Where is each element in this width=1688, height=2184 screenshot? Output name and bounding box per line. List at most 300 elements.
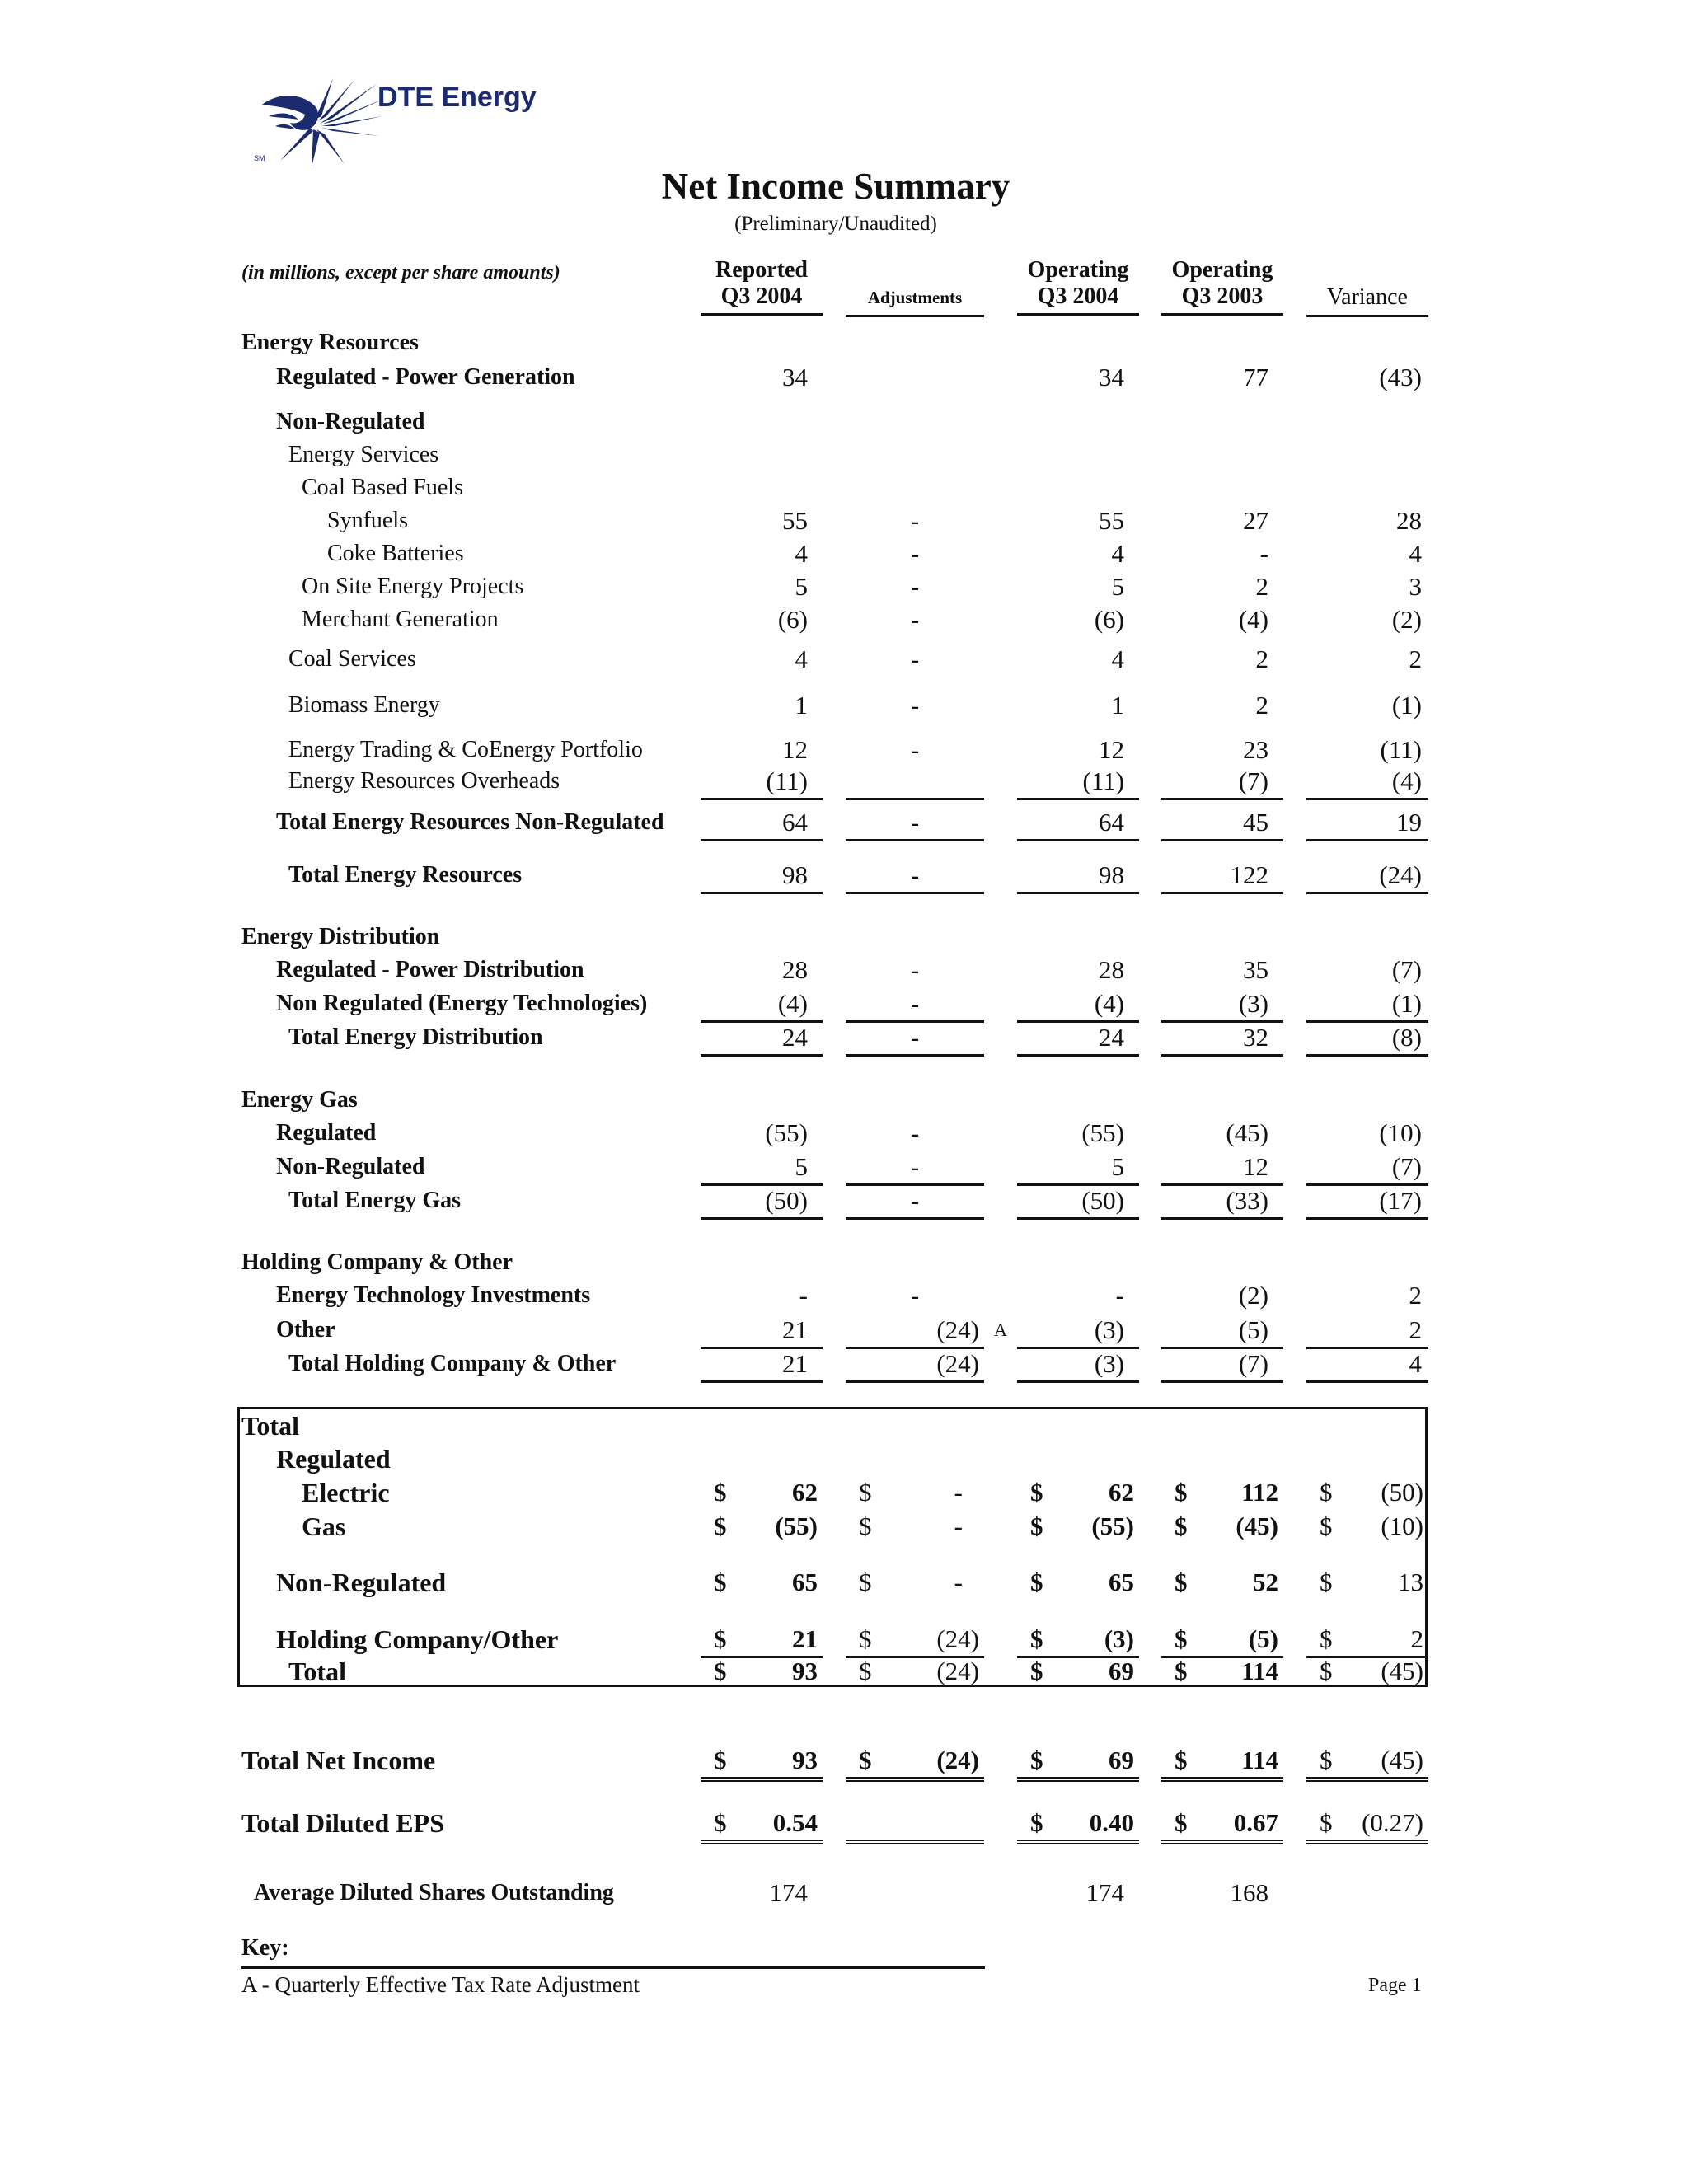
cell-col-5 [1306, 1347, 1428, 1383]
cell-value: 62 [1109, 1478, 1134, 1507]
cell-col-4 [1161, 1117, 1283, 1150]
cell-col-5 [1306, 1566, 1428, 1599]
cell-col-4 [1161, 765, 1283, 800]
cell-value: 0.67 [1233, 1808, 1278, 1837]
cell-col-3 [1017, 954, 1139, 987]
cell-col-5 [1306, 806, 1428, 841]
table-row-energy-services [0, 438, 1688, 471]
currency-symbol: $ [1030, 1746, 1043, 1774]
cell-value: (43) [1379, 363, 1422, 391]
cell-col-5 [1306, 1184, 1428, 1220]
cell-col-4 [1161, 859, 1283, 894]
cell-col-3 [1017, 1314, 1139, 1349]
table-row-tb-holding [0, 1623, 1688, 1656]
section-label: Holding Company & Other [241, 1249, 513, 1275]
cell-col-2 [846, 1566, 984, 1599]
row-label: Total Energy Distribution [288, 1024, 543, 1050]
section-label: Total [241, 1411, 299, 1441]
row-label: Regulated [276, 1444, 391, 1474]
service-mark: SM [254, 154, 265, 162]
cell-value: (24) [936, 1315, 979, 1344]
cell-col-1 [701, 1151, 823, 1186]
cell-value: (4) [1391, 766, 1422, 795]
cell-value: (7) [1391, 1152, 1422, 1181]
cell-value: - [910, 605, 920, 634]
row-label: Coal Services [288, 646, 416, 672]
table-row-reg-power-gen [0, 361, 1688, 394]
cell-value: (55) [1081, 1118, 1124, 1147]
cell-value: - [910, 691, 920, 719]
cell-col-3 [1017, 1476, 1139, 1509]
cell-col-1 [701, 1655, 823, 1688]
cell-col-1 [701, 1877, 823, 1910]
table-row-eps [0, 1807, 1688, 1840]
cell-col-4 [1161, 361, 1283, 394]
col-header-line2: Q3 2003 [1181, 284, 1264, 309]
row-label: Non-Regulated [276, 409, 425, 434]
cell-value: 5 [795, 572, 808, 601]
row-label: Average Diluted Shares Outstanding [254, 1880, 614, 1905]
cell-col-1 [701, 733, 823, 766]
cell-col-2 [846, 1510, 984, 1543]
table-row-tb-nonreg [0, 1566, 1688, 1599]
row-label: Gas [302, 1511, 346, 1541]
section-energy-distribution [0, 921, 1688, 954]
cell-col-4 [1161, 504, 1283, 537]
cell-value: 64 [782, 808, 808, 837]
cell-value: 98 [782, 860, 808, 889]
cell-col-1 [701, 987, 823, 1023]
currency-symbol: $ [1175, 1808, 1188, 1837]
cell-col-3 [1017, 643, 1139, 676]
row-label: Energy Services [288, 442, 439, 467]
cell-col-4 [1161, 1623, 1283, 1658]
cell-col-4 [1161, 1655, 1283, 1688]
cell-col-5 [1306, 1623, 1428, 1658]
col-header-line1: Operating [1171, 257, 1273, 283]
table-row-net-income [0, 1744, 1688, 1777]
currency-symbol: $ [1175, 1624, 1188, 1653]
cell-value: (4) [1238, 605, 1268, 634]
cell-col-3 [1017, 537, 1139, 570]
table-row-reg-power-dist [0, 954, 1688, 987]
col-header-line2: Q3 2004 [1037, 284, 1119, 309]
page-number: Page 1 [1368, 1975, 1422, 1996]
cell-col-4 [1161, 689, 1283, 722]
cell-col-1 [701, 1347, 823, 1383]
currency-symbol: $ [1030, 1808, 1043, 1837]
cell-col-3 [1017, 570, 1139, 603]
cell-col-2 [846, 689, 984, 722]
cell-value: 122 [1230, 860, 1268, 889]
cell-value: 55 [782, 506, 808, 535]
cell-value: 0.54 [772, 1808, 818, 1837]
cell-col-4 [1161, 1184, 1283, 1220]
cell-col-2 [846, 1655, 984, 1688]
cell-col-2 [846, 1807, 984, 1844]
currency-symbol: $ [1175, 1568, 1188, 1596]
cell-value: (8) [1391, 1023, 1422, 1052]
cell-value: (50) [765, 1186, 808, 1215]
cell-col-3 [1017, 1184, 1139, 1220]
cell-value: 52 [1253, 1568, 1278, 1596]
cell-col-2 [846, 1623, 984, 1658]
cell-value: - [910, 644, 920, 673]
currency-symbol: $ [859, 1478, 872, 1507]
page-title: Net Income Summary [661, 166, 1010, 207]
cell-value: 28 [782, 955, 808, 984]
currency-symbol: $ [714, 1657, 727, 1685]
currency-symbol: $ [714, 1808, 727, 1837]
row-label: Non Regulated (Energy Technologies) [276, 991, 648, 1016]
currency-symbol: $ [1175, 1746, 1188, 1774]
cell-value: (6) [777, 605, 808, 634]
cell-value: (7) [1238, 1349, 1268, 1378]
cell-value: 174 [1085, 1878, 1124, 1907]
cell-value: - [954, 1568, 963, 1596]
table-row-coke-batteries [0, 537, 1688, 570]
cell-value: (24) [936, 1624, 979, 1653]
cell-value: - [1259, 539, 1268, 568]
cell-value: (5) [1238, 1315, 1268, 1344]
cell-value: - [910, 860, 920, 889]
cell-value: (45) [1236, 1511, 1278, 1540]
cell-value: 21 [782, 1315, 808, 1344]
currency-symbol: $ [859, 1746, 872, 1774]
cell-value: 4 [795, 539, 808, 568]
cell-col-4 [1161, 603, 1283, 636]
cell-value: - [954, 1478, 963, 1507]
cell-value: 35 [1243, 955, 1268, 984]
cell-col-5 [1306, 643, 1428, 676]
cell-value: 62 [792, 1478, 818, 1507]
currency-symbol: $ [1320, 1746, 1333, 1774]
cell-value: 3 [1409, 572, 1422, 601]
table-row-total-gas [0, 1184, 1688, 1217]
cell-value: (10) [1381, 1511, 1423, 1540]
cell-value: 2 [1255, 572, 1268, 601]
cell-value: - [910, 955, 920, 984]
cell-value: (3) [1094, 1315, 1124, 1344]
section-energy-resources [0, 326, 1688, 359]
table-row-gas-nonreg [0, 1151, 1688, 1183]
cell-col-5 [1306, 1314, 1428, 1349]
cell-value: (24) [936, 1349, 979, 1378]
table-row-total-er [0, 859, 1688, 892]
currency-symbol: $ [859, 1657, 872, 1685]
cell-value: (4) [1094, 989, 1124, 1018]
cell-col-3 [1017, 1347, 1139, 1383]
cell-col-1 [701, 1314, 823, 1349]
cell-col-2 [846, 1184, 984, 1220]
section-holding-company [0, 1246, 1688, 1279]
cell-col-3 [1017, 1623, 1139, 1658]
cell-col-3 [1017, 1566, 1139, 1599]
cell-col-2 [846, 537, 984, 570]
cell-col-4 [1161, 1476, 1283, 1509]
table-row-on-site [0, 570, 1688, 603]
cell-col-5 [1306, 1279, 1428, 1312]
cell-col-5 [1306, 1744, 1428, 1782]
table-row-coal-services [0, 643, 1688, 676]
currency-symbol: $ [1320, 1568, 1333, 1596]
cell-col-1 [701, 361, 823, 394]
cell-value: 168 [1230, 1878, 1268, 1907]
currency-symbol: $ [1175, 1478, 1188, 1507]
cell-value: 65 [1109, 1568, 1134, 1596]
cell-value: - [954, 1511, 963, 1540]
cell-value: 174 [769, 1878, 808, 1907]
cell-col-5 [1306, 1510, 1428, 1543]
cell-value: 114 [1241, 1746, 1278, 1774]
cell-value: (7) [1391, 955, 1422, 984]
cell-col-4 [1161, 733, 1283, 766]
section-energy-gas [0, 1084, 1688, 1117]
cell-value: - [910, 539, 920, 568]
cell-col-5 [1306, 1476, 1428, 1509]
cell-col-5 [1306, 537, 1428, 570]
cell-value: - [910, 1118, 920, 1147]
cell-col-3 [1017, 1807, 1139, 1844]
cell-col-2 [846, 1476, 984, 1509]
currency-symbol: $ [1320, 1511, 1333, 1540]
cell-col-2 [846, 1877, 984, 1910]
currency-symbol: $ [1030, 1624, 1043, 1653]
cell-col-3 [1017, 1655, 1139, 1688]
cell-value: 45 [1243, 808, 1268, 837]
cell-col-5 [1306, 954, 1428, 987]
currency-symbol: $ [1030, 1657, 1043, 1685]
cell-value: 4 [1409, 539, 1422, 568]
currency-symbol: $ [714, 1478, 727, 1507]
cell-value: 93 [792, 1746, 818, 1774]
cell-value: 93 [792, 1657, 818, 1685]
cell-col-2 [846, 954, 984, 987]
row-label: Other [276, 1317, 335, 1343]
table-row-nonreg-tech [0, 987, 1688, 1020]
cell-value: - [910, 1186, 920, 1215]
cell-value: (45) [1381, 1657, 1423, 1685]
cell-col-5 [1306, 733, 1428, 766]
cell-value: (55) [775, 1511, 818, 1540]
cell-value: 1 [1111, 691, 1124, 719]
cell-value: (17) [1379, 1186, 1422, 1215]
table-row-tb-electric [0, 1476, 1688, 1509]
row-label: On Site Energy Projects [302, 574, 524, 599]
page-subtitle: (Preliminary/Unaudited) [734, 213, 937, 235]
cell-col-4 [1161, 954, 1283, 987]
row-label: Regulated - Power Generation [276, 364, 575, 390]
row-label: Total Energy Resources [288, 862, 523, 888]
table-row-other [0, 1314, 1688, 1347]
cell-col-1 [701, 806, 823, 841]
cell-col-2 [846, 603, 984, 636]
cell-col-5 [1306, 504, 1428, 537]
cell-col-1 [701, 603, 823, 636]
cell-col-5 [1306, 570, 1428, 603]
cell-value: - [799, 1281, 808, 1310]
cell-value: (4) [777, 989, 808, 1018]
col-header-line1: Reported [715, 257, 808, 283]
cell-value: 2 [1255, 644, 1268, 673]
cell-value: (24) [1379, 860, 1422, 889]
row-label: Total [288, 1657, 346, 1686]
cell-col-1 [701, 1807, 823, 1844]
row-label: Holding Company/Other [276, 1624, 559, 1654]
cell-col-2 [846, 570, 984, 603]
currency-symbol: $ [714, 1624, 727, 1653]
currency-symbol: $ [1320, 1624, 1333, 1653]
cell-value: (2) [1391, 605, 1422, 634]
cell-col-2 [846, 1314, 984, 1349]
cell-value: 13 [1398, 1568, 1423, 1596]
total-box-title [0, 1409, 1688, 1442]
cell-col-1 [701, 1117, 823, 1150]
cell-value: - [910, 572, 920, 601]
cell-value: (50) [1081, 1186, 1124, 1215]
cell-col-5 [1306, 1151, 1428, 1186]
row-label: Total Energy Gas [288, 1188, 461, 1213]
cell-col-5 [1306, 1877, 1428, 1910]
cell-col-2 [846, 987, 984, 1023]
cell-value: (5) [1248, 1624, 1278, 1653]
currency-symbol: $ [714, 1511, 727, 1540]
key-divider [241, 1966, 985, 1969]
cell-value: (3) [1094, 1349, 1124, 1378]
cell-col-3 [1017, 733, 1139, 766]
cell-col-2 [846, 643, 984, 676]
cell-col-1 [701, 1184, 823, 1220]
cell-value: 69 [1109, 1657, 1134, 1685]
cell-value: 23 [1243, 735, 1268, 764]
cell-col-3 [1017, 1510, 1139, 1543]
table-row-tb-total [0, 1655, 1688, 1688]
units-note: (in millions, except per share amounts) [241, 262, 560, 284]
cell-value: 98 [1099, 860, 1124, 889]
cell-value: 2 [1255, 691, 1268, 719]
cell-value: (3) [1238, 989, 1268, 1018]
currency-symbol: $ [714, 1568, 727, 1596]
cell-col-1 [701, 1021, 823, 1057]
cell-col-5 [1306, 1021, 1428, 1057]
cell-value: 19 [1396, 808, 1422, 837]
cell-col-2 [846, 859, 984, 894]
currency-symbol: $ [1320, 1808, 1333, 1837]
currency-symbol: $ [1320, 1657, 1333, 1685]
table-row-non-regulated [0, 405, 1688, 438]
cell-value: 2 [1410, 1624, 1423, 1653]
table-row-synfuels [0, 504, 1688, 537]
cell-col-1 [701, 1623, 823, 1658]
row-label: Electric [302, 1478, 390, 1507]
cell-value: 5 [795, 1152, 808, 1181]
cell-col-1 [701, 1744, 823, 1782]
table-row-trading [0, 733, 1688, 766]
cell-value: (11) [1082, 766, 1124, 795]
cell-col-5 [1306, 1117, 1428, 1150]
cell-value: 27 [1243, 506, 1268, 535]
cell-value: (6) [1094, 605, 1124, 634]
table-row-biomass [0, 689, 1688, 722]
col-header-line2: Adjustments [867, 288, 963, 307]
cell-value: (2) [1238, 1281, 1268, 1310]
cell-value: 4 [1111, 644, 1124, 673]
cell-value: 114 [1241, 1657, 1278, 1685]
cell-col-4 [1161, 1744, 1283, 1782]
cell-col-2 [846, 1117, 984, 1150]
cell-col-4 [1161, 1347, 1283, 1383]
cell-value: 69 [1109, 1746, 1134, 1774]
cell-col-1 [701, 504, 823, 537]
cell-col-3 [1017, 1117, 1139, 1150]
key-note-a: A - Quarterly Effective Tax Rate Adjustment [241, 1972, 640, 1997]
cell-col-4 [1161, 1151, 1283, 1186]
cell-value: (24) [936, 1746, 979, 1774]
currency-symbol: $ [1030, 1568, 1043, 1596]
cell-col-2 [846, 733, 984, 766]
cell-value: 34 [1099, 363, 1124, 391]
cell-col-4 [1161, 570, 1283, 603]
row-label: Biomass Energy [288, 692, 440, 718]
cell-value: 77 [1243, 363, 1268, 391]
cell-value: 28 [1099, 955, 1124, 984]
cell-value: 2 [1409, 1281, 1422, 1310]
row-label: Energy Technology Investments [276, 1282, 591, 1308]
cell-value: 2 [1409, 1315, 1422, 1344]
cell-value: (0.27) [1362, 1808, 1423, 1837]
cell-col-4 [1161, 1021, 1283, 1057]
cell-value: 5 [1111, 572, 1124, 601]
table-row-er-overheads [0, 765, 1688, 798]
cell-col-2 [846, 1021, 984, 1057]
col-header-line1: Operating [1027, 257, 1129, 283]
table-row-merchant-gen [0, 603, 1688, 636]
table-row-tb-gas [0, 1510, 1688, 1543]
cell-value: 21 [792, 1624, 818, 1653]
cell-col-1 [701, 537, 823, 570]
cell-value: 4 [1111, 539, 1124, 568]
cell-value: 32 [1243, 1023, 1268, 1052]
cell-value: 5 [1111, 1152, 1124, 1181]
cell-col-1 [701, 570, 823, 603]
cell-value: - [910, 808, 920, 837]
cell-col-3 [1017, 806, 1139, 841]
cell-col-2 [846, 806, 984, 841]
cell-col-3 [1017, 1021, 1139, 1057]
cell-col-2 [846, 1151, 984, 1186]
cell-col-3 [1017, 603, 1139, 636]
adjustment-note-marker: A [994, 1319, 1007, 1340]
cell-col-5 [1306, 1655, 1428, 1688]
currency-symbol: $ [1175, 1657, 1188, 1685]
row-label: Merchant Generation [302, 607, 499, 632]
cell-value: 55 [1099, 506, 1124, 535]
cell-col-3 [1017, 361, 1139, 394]
cell-col-5 [1306, 603, 1428, 636]
cell-value: 21 [782, 1349, 808, 1378]
row-label: Coke Batteries [327, 541, 464, 566]
cell-value: (55) [1091, 1511, 1134, 1540]
table-row-eti [0, 1279, 1688, 1312]
cell-col-1 [701, 765, 823, 800]
currency-symbol: $ [1320, 1478, 1333, 1507]
cell-value: 64 [1099, 808, 1124, 837]
cell-value: (1) [1391, 691, 1422, 719]
cell-value: 12 [782, 735, 808, 764]
col-header-line2: Q3 2004 [720, 284, 803, 309]
cell-value: 24 [782, 1023, 808, 1052]
cell-value: 1 [795, 691, 808, 719]
